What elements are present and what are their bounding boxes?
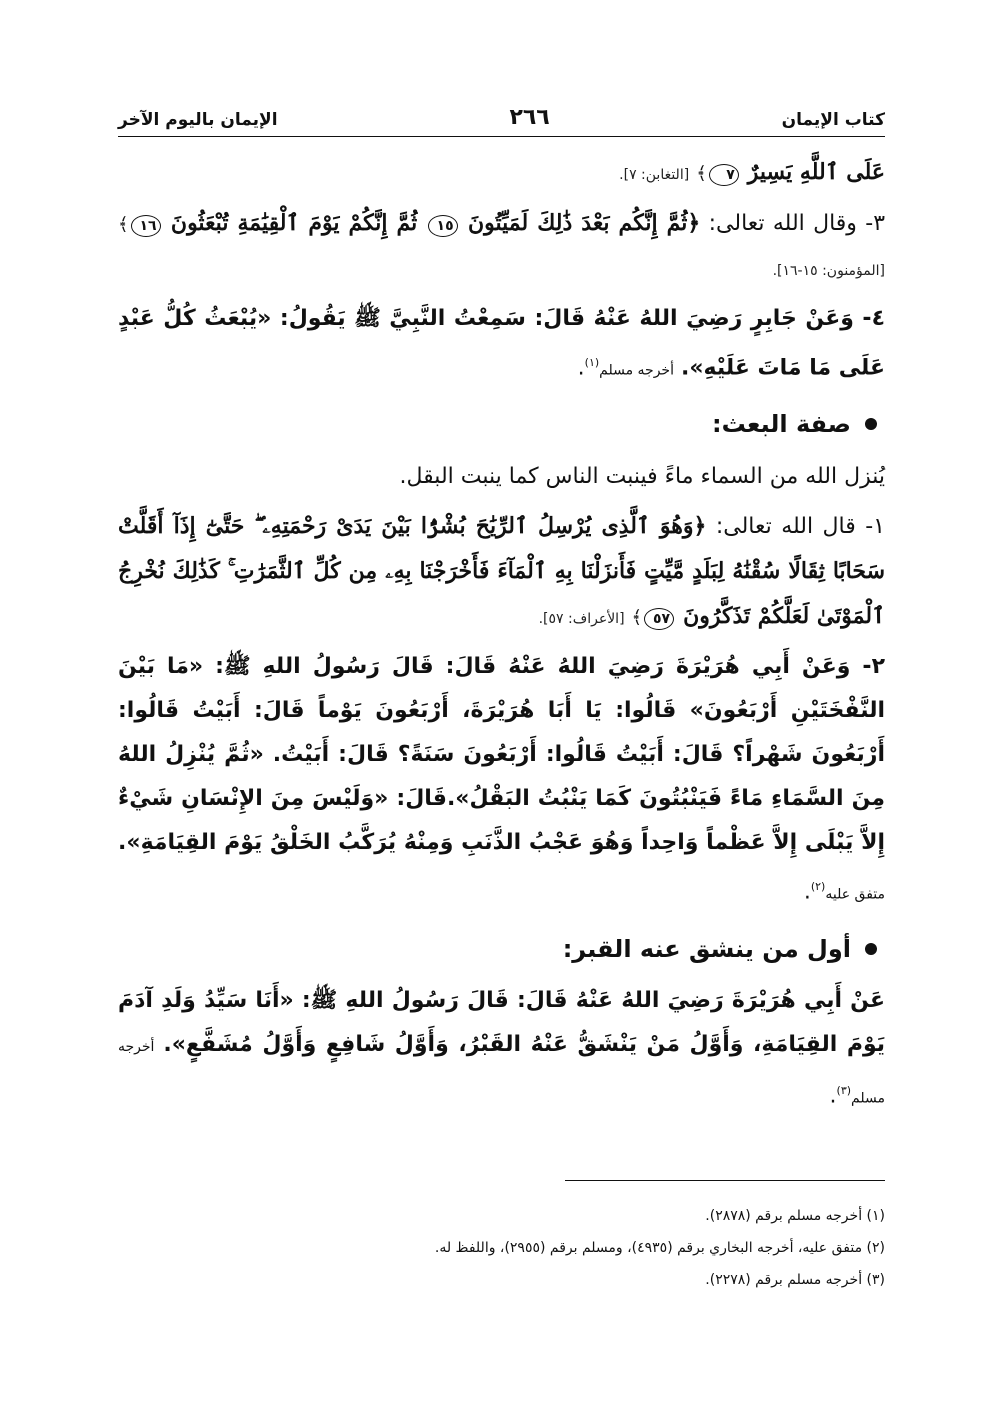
footnote-marker[interactable]: (٢) [810, 880, 826, 894]
footnote-marker[interactable]: (١) [584, 356, 600, 369]
verse-reference: [المؤمنون: ١٥-١٦]. [772, 263, 885, 279]
verse-end-ornament: ﴾ [118, 214, 129, 235]
footnote: (٢) متفق عليه، أخرجه البخاري برقم (٤٩٣٥)، ومسلم برقم (٢٩٥٥)، واللفظ له. [434, 1240, 885, 1256]
page-header [118, 100, 885, 130]
header-book-title: كتاب الإيمان [781, 110, 885, 130]
bullet-icon [865, 943, 877, 955]
verse-end-ornament: ﴾ [696, 163, 707, 184]
verse-text: ﴿ثُمَّ إِنَّكُم بَعْدَ ذَٰلِكَ لَمَيِّتُونَ [467, 210, 701, 236]
verse-end-ornament: ﴾ [631, 607, 643, 629]
footnote-marker[interactable]: (٣) [836, 1083, 852, 1097]
hadith-paragraph: عَنْ أَبِي هُرَيْرَةَ رَضِيَ اللهُ عَنْهُ قَالَ: قَالَ رَسُولُ اللهِ ﷺ: «أَنَا سَيِّدُ وَلَدِ آدَمَ يَوْمَ القِيَامَةِ، وَأَوَّلُ مَنْ يَنْشَقُّ عَنْهُ القَبْرُ، وَأَوَّلُ شَافِعٍ وَأَوَّلُ مُشَفَّعٍ». أخرجه مسلم$^{(٣)}$. [118, 987, 885, 1108]
section-heading [118, 925, 885, 973]
footnote: (٣) أخرجه مسلم برقم (٢٢٧٨). [705, 1272, 885, 1288]
verse-text: ﴿وَهُوَ ٱلَّذِى يُرْسِلُ ٱلرِّيَٰحَ بُشْرًۢا بَيْنَ يَدَىْ رَحْمَتِهِۦ ۖ حَتَّىٰٓ إِذَآ أَقَلَّتْ سَحَابًا ثِقَالًا سُقْنَٰهُ لِبَلَدٍ مَّيِّتٍ فَأَنزَلْنَا بِهِ ٱلْمَآءَ فَأَخْرَجْنَا بِهِۦ مِن كُلِّ ٱلثَّمَرَٰتِ ۚ كَذَٰلِكَ نُخْرِجُ ٱلْمَوْتَىٰ لَعَلَّكُمْ تَذَكَّرُونَ [118, 513, 885, 630]
header-divider [118, 136, 885, 137]
bullet-icon [865, 418, 877, 430]
verse-continuation [118, 150, 885, 197]
heading-text: صفة البعث: [712, 410, 851, 439]
hadith-text: ٢- وَعَنْ أَبِي هُرَيْرَةَ رَضِيَ اللهُ عَنْهُ قَالَ: قَالَ رَسُولُ اللهِ ﷺ: «مَا بَيْنَ النَّفْخَتَيْنِ أَرْبَعُونَ» قَالُوا: يَا أَبَا هُرَيْرَةَ، أَرْبَعُونَ يَوْماً قَالَ: أَبَيْتُ قَالُوا: أَرْبَعُونَ شَهْراً؟ قَالَ: أَبَيْتُ قَالُوا: أَرْبَعُونَ سَنَةً؟ قَالَ: أَبَيْتُ. «ثُمَّ يُنْزِلُ اللهُ مِنَ السَّمَاءِ مَاءً فَيَنْبُتُونَ كَمَا يَنْبُتُ البَقْلُ».قَالَ: «وَلَيْسَ مِنَ الإِنْسَانِ شَيْءٌ إِلاَّ يَبْلَى إِلاَّ عَظْماً وَاحِداً وَهُوَ عَجْبُ الذَّنَبِ وَمِنْهُ يُرَكَّبُ الخَلْقُ يَوْمَ القِيَامَةِ». [118, 654, 885, 856]
footnote-divider [565, 1180, 885, 1181]
verse-text: عَلَى ٱللَّهِ يَسِيرٌ [747, 159, 885, 185]
hadith-source: أخرجه مسلم [118, 1038, 885, 1106]
hadith-text: ٤- وَعَنْ جَابِرٍ رَضِيَ اللهُ عَنْهُ قَالَ: سَمِعْتُ النَّبِيَّ ﷺ يَقُولُ: «يُبْعَثُ كُلُّ عَبْدٍ عَلَى مَا مَاتَ عَلَيْهِ». [118, 306, 885, 381]
verse-reference: [الأعراف: ٥٧]. [538, 611, 625, 628]
footnote: (١) أخرجه مسلم برقم (٢٨٧٨). [705, 1208, 885, 1224]
list-item [118, 504, 885, 641]
item-lead: ٣- وقال الله تعالى: [708, 211, 886, 236]
page-content [118, 150, 885, 1120]
header-chapter-title: الإيمان باليوم الآخر [118, 110, 278, 130]
list-item [118, 201, 885, 293]
verse-reference: [التغابن: ٧]. [619, 167, 690, 183]
section-intro: يُنزل الله من السماء ماءً فينبت الناس كما ينبت البقل. [399, 464, 885, 490]
verse-number: ٥٧ [644, 608, 674, 630]
verse-text: ثُمَّ إِنَّكُمْ يَوْمَ ٱلْقِيَٰمَةِ تُبْعَثُونَ [170, 210, 418, 236]
section-heading [118, 400, 885, 448]
page-number: ٢٦٦ [509, 105, 550, 130]
hadith-source: متفق عليه [825, 886, 885, 903]
verse-number: ١٥ [428, 215, 458, 237]
verse-number: ١٦ [131, 215, 161, 237]
footnotes [118, 1200, 885, 1296]
verse-number: ٧ [709, 164, 739, 186]
item-lead: ١- قال الله تعالى: [715, 514, 885, 540]
hadith-source: أخرجه مسلم [599, 362, 674, 379]
hadith-text: عَنْ أَبِي هُرَيْرَةَ رَضِيَ اللهُ عَنْهُ قَالَ: قَالَ رَسُولُ اللهِ ﷺ: «أَنَا سَيِّدُ وَلَدِ آدَمَ يَوْمَ القِيَامَةِ، وَأَوَّلُ مَنْ يَنْشَقُّ عَنْهُ القَبْرُ، وَأَوَّلُ شَافِعٍ وَأَوَّلُ مُشَفَّعٍ». [118, 987, 885, 1057]
list-item: ٤- وَعَنْ جَابِرٍ رَضِيَ اللهُ عَنْهُ قَالَ: سَمِعْتُ النَّبِيَّ ﷺ يَقُولُ: «يُبْعَثُ كُلُّ عَبْدٍ عَلَى مَا مَاتَ عَلَيْهِ». أخرجه مسلم$^{(١)}$. [118, 306, 885, 381]
heading-text: أول من ينشق عنه القبر: [562, 934, 851, 963]
list-item: ٢- وَعَنْ أَبِي هُرَيْرَةَ رَضِيَ اللهُ عَنْهُ قَالَ: قَالَ رَسُولُ اللهِ ﷺ: «مَا بَيْنَ النَّفْخَتَيْنِ أَرْبَعُونَ» قَالُوا: يَا أَبَا هُرَيْرَةَ، أَرْبَعُونَ يَوْماً قَالَ: أَبَيْتُ قَالُوا: أَرْبَعُونَ شَهْراً؟ قَالَ: أَبَيْتُ قَالُوا: أَرْبَعُونَ سَنَةً؟ قَالَ: أَبَيْتُ. «ثُمَّ يُنْزِلُ اللهُ مِنَ السَّمَاءِ مَاءً فَيَنْبُتُونَ كَمَا يَنْبُتُ البَقْلُ».قَالَ: «وَلَيْسَ مِنَ الإِنْسَانِ شَيْءٌ إِلاَّ يَبْلَى إِلاَّ عَظْماً وَاحِداً وَهُوَ عَجْبُ الذَّنَبِ وَمِنْهُ يُرَكَّبُ الخَلْقُ يَوْمَ القِيَامَةِ». متفق عليه$^{(٢)}$. [118, 654, 885, 905]
